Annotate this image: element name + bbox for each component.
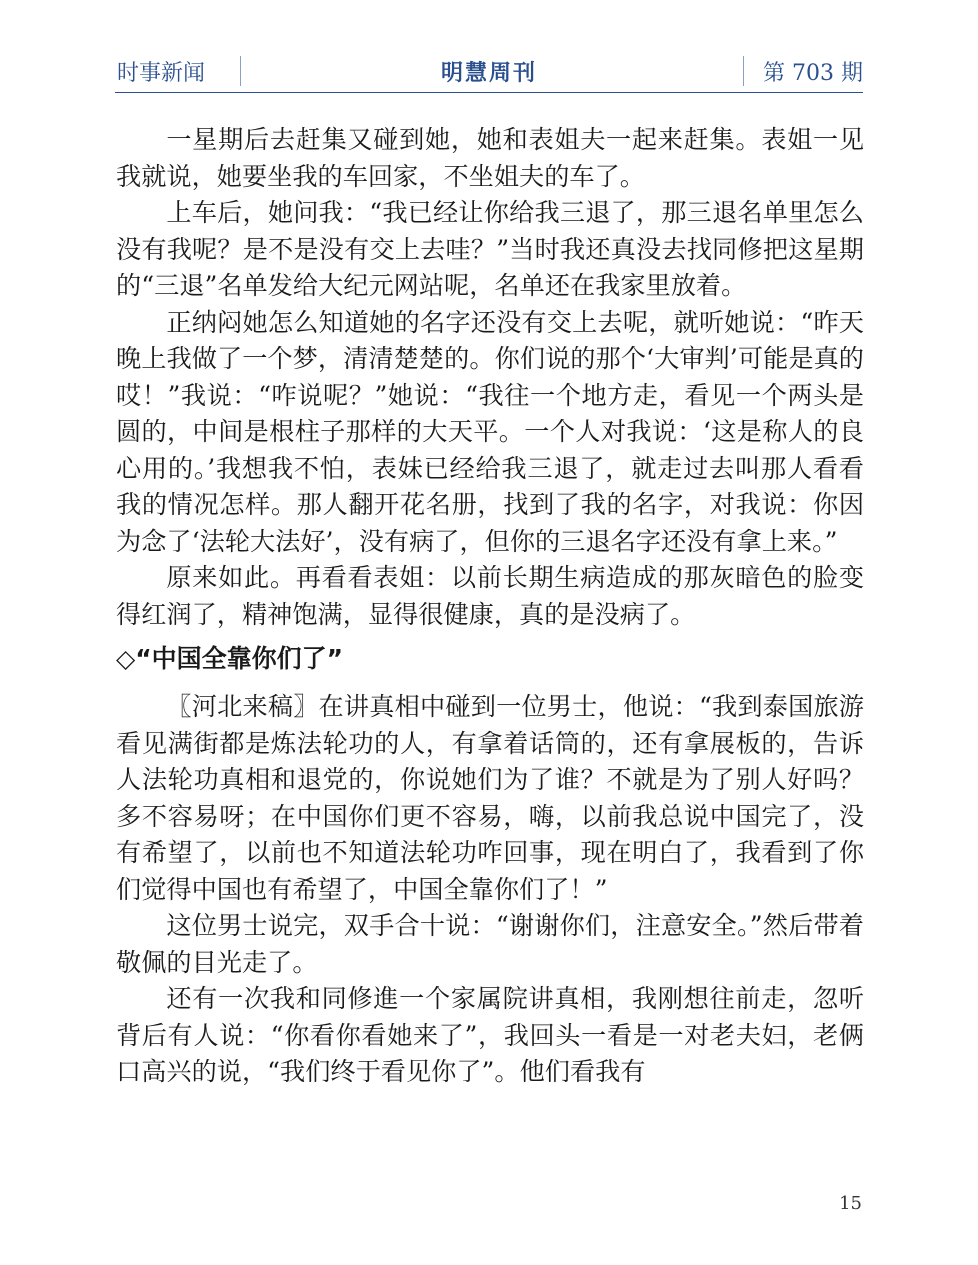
paragraph: 〖河北来稿〗在讲真相中碰到一位男士，他说：“我到泰国旅游看见满街都是炼法轮功的人，有拿着话筒的，还有拿展板的，告诉人法轮功真相和退党的，你说她们为了谁？不就是为了别人好吗？多不容易呀；在中国你们更不容易，嗨，以前我总说中国完了，没有希望了，以前也不知道法轮功咋回事，现在明白了，我看到了你们觉得中国也有希望了，中国全靠你们了！” [116,692,864,904]
article-body [116,122,864,1091]
paragraph: 一星期后去赶集又碰到她，她和表姐夫一起来赶集。表姐一见我就说，她要坐我的车回家，不坐姐夫的车了。 [116,125,864,191]
page-number: 15 [839,1193,862,1214]
page-header [115,52,863,90]
publication-title: 明慧周刊 [440,61,537,86]
paragraph: 正纳闷她怎么知道她的名字还没有交上去呢，就听她说：“昨天晚上我做了一个梦，清清楚楚的。你们说的那个‘大审判’可能是真的哎！”我说：“咋说呢？”她说：“我往一个地方走，看见一个两头是圆的，中间是根柱子那样的大天平。一个人对我说：‘这是称人的良心用的。’我想我不怕，表妹已经给我三退了，就走过去叫那人看看我的情况怎样。那人翻开花名册，找到了我的名字，对我说：你因为念了‘法轮大法好’，没有病了，但你的三退名字还没有拿上来。” [116,307,864,556]
paragraph: 这位男士说完，双手合十说：“谢谢你们，注意安全。”然后带着敬佩的目光走了。 [116,911,864,977]
paragraph: 原来如此。再看看表姐：以前长期生病造成的那灰暗色的脸变得红润了，精神饱满，显得很健康，真的是没病了。 [116,563,864,629]
header-divider [743,56,744,86]
section-label: 时事新闻 [117,61,206,86]
header-rule [115,92,863,93]
paragraph: 还有一次我和同修進一个家属院讲真相，我刚想往前走，忽听背后有人说：“你看你看她来了”，我回头一看是一对老夫妇，老俩口高兴的说，“我们终于看见你了”。他们看我有 [116,984,864,1086]
issue-number: 第 703 期 [763,61,863,86]
section-heading: ◇“中国全靠你们了” [116,644,344,673]
paragraph: 上车后，她问我：“我已经让你给我三退了，那三退名单里怎么没有我呢？是不是没有交上去哇？”当时我还真没去找同修把这星期的“三退”名单发给大纪元网站呢，名单还在我家里放着。 [116,198,864,300]
